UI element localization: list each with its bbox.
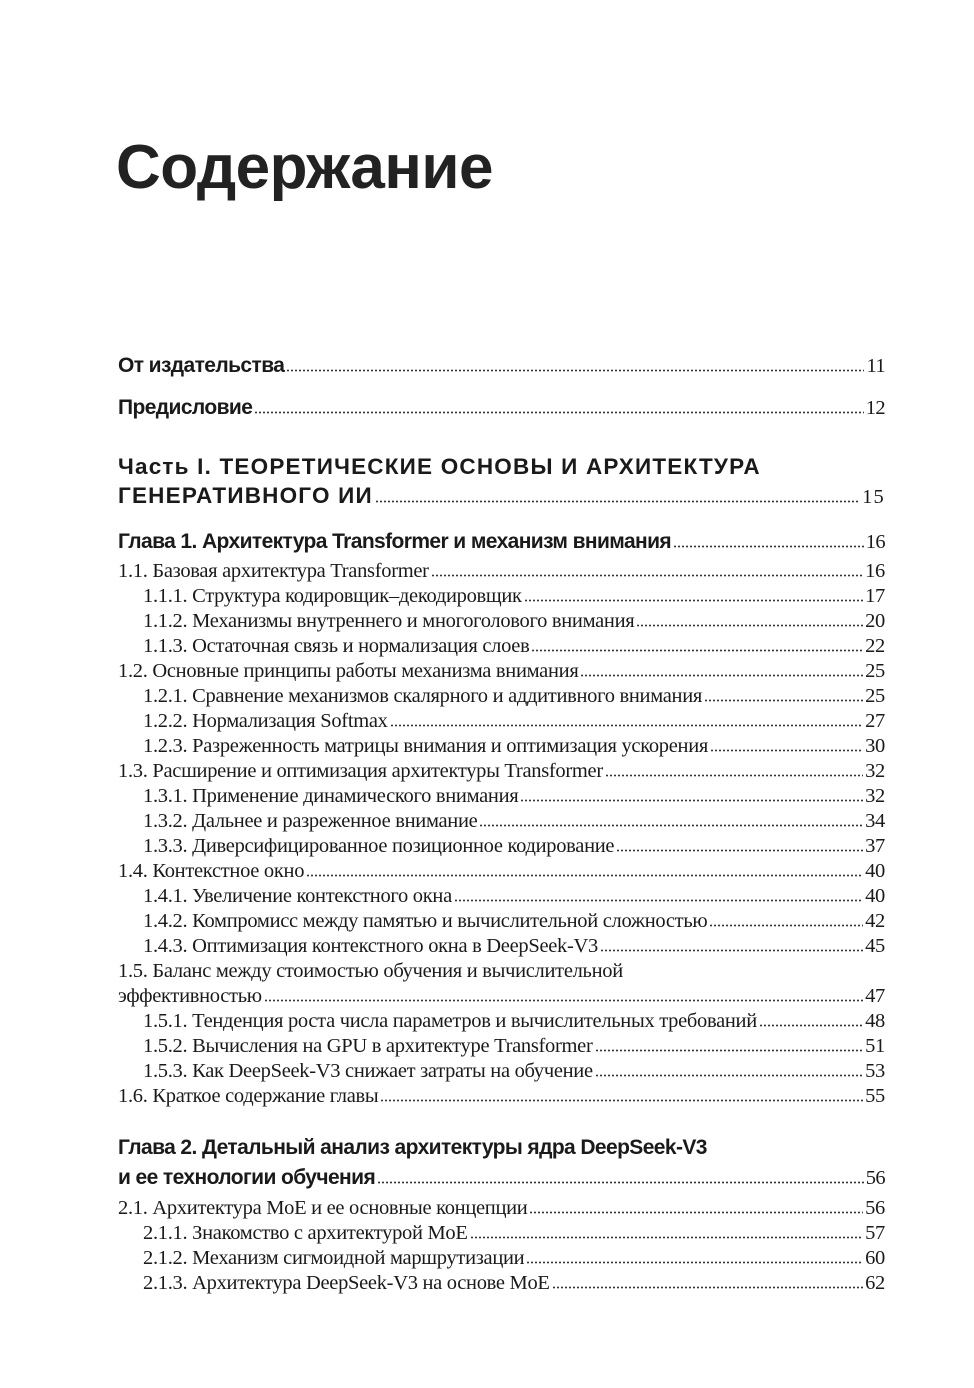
toc-entry-page: 53: [865, 1060, 885, 1082]
dot-leader: [286, 369, 864, 372]
toc-entry[interactable]: [118, 527, 885, 557]
toc-entry-title: 2.1.3. Архитектура DeepSeek-V3 на основе MoE: [143, 1272, 550, 1294]
toc-entry-page: 12: [865, 397, 885, 419]
toc-entry[interactable]: [118, 1060, 885, 1085]
toc-entry-page: 56: [865, 1167, 885, 1189]
toc-entry[interactable]: [118, 610, 885, 635]
dot-leader: [470, 1236, 864, 1239]
toc-entry[interactable]: [118, 1133, 885, 1193]
toc-entry[interactable]: [118, 1222, 885, 1247]
toc-entry-page: 25: [865, 685, 885, 707]
toc-entry-title: 1.5.1. Тенденция роста числа параметров и вычислительных требований: [143, 1010, 757, 1032]
toc-entry-title: Глава 2. Детальный анализ архитектуры ядра DeepSeek-V3: [118, 1136, 707, 1159]
dot-leader: [375, 500, 860, 503]
toc-entry-title: 1.1.2. Механизмы внутреннего и многоголового внимания: [143, 610, 635, 632]
toc-entry-page: 15: [862, 486, 885, 508]
dot-leader: [580, 674, 863, 677]
dot-leader: [520, 799, 863, 802]
toc-entry[interactable]: [118, 710, 885, 735]
dot-leader: [709, 924, 863, 927]
toc-entry[interactable]: [118, 560, 885, 585]
toc-entry-page: 27: [865, 710, 885, 732]
toc-entry[interactable]: [118, 1035, 885, 1060]
toc-entry-title: 2.1. Архитектура MoE и ее основные концепции: [118, 1197, 528, 1219]
toc-entry-title: 2.1.2. Механизм сигмоидной маршрутизации: [143, 1247, 525, 1269]
dot-leader: [600, 949, 863, 952]
toc-entry-page: 16: [865, 531, 885, 553]
dot-leader: [759, 1024, 863, 1027]
toc-entry-page: 51: [865, 1035, 885, 1057]
toc-entry-title: 1.2.2. Нормализация Softmax: [143, 710, 388, 732]
toc-entry-title: 1.3.3. Диверсифицированное позиционное кодирование: [143, 835, 615, 857]
toc-entry-title: 1.2. Основные принципы работы механизма внимания: [118, 660, 579, 682]
toc-entry-title: 1.5. Баланс между стоимостью обучения и вычислительной: [118, 960, 623, 982]
toc-entry-page: 48: [865, 1010, 885, 1032]
toc-entry-page: 47: [865, 985, 885, 1007]
toc-entry-page: 11: [866, 355, 885, 377]
dot-leader: [673, 545, 864, 548]
toc-entry-title: ГЕНЕРАТИВНОГО ИИ: [118, 483, 373, 508]
toc-entry-title: 1.2.1. Сравнение механизмов скалярного и аддитивного внимания: [143, 685, 703, 707]
toc-entry[interactable]: [118, 935, 885, 960]
toc-entry-title: От издательства: [118, 354, 285, 377]
toc-entry-page: 40: [865, 860, 885, 882]
toc-entry-page: 60: [865, 1247, 885, 1269]
dot-leader: [531, 649, 863, 652]
toc-entry-title: 1.4.2. Компромисс между памятью и вычислительной сложностью: [143, 910, 708, 932]
toc-entry[interactable]: [118, 810, 885, 835]
toc-entry[interactable]: [118, 835, 885, 860]
toc-entry-page: 17: [865, 585, 885, 607]
dot-leader: [636, 624, 863, 627]
toc-entry[interactable]: [118, 1272, 885, 1297]
toc-entry[interactable]: [118, 635, 885, 660]
dot-leader: [526, 1261, 863, 1264]
dot-leader: [380, 1099, 863, 1102]
toc-entry[interactable]: [118, 1010, 885, 1035]
toc-entry-title: 1.5.2. Вычисления на GPU в архитектуре Transformer: [143, 1035, 593, 1057]
table-of-contents: [118, 354, 885, 1297]
toc-entry-page: 34: [865, 810, 885, 832]
toc-entry[interactable]: [118, 1085, 885, 1110]
toc-entry-title: 1.6. Краткое содержание главы: [118, 1085, 379, 1107]
dot-leader: [704, 699, 863, 702]
toc-entry-title: 1.1.1. Структура кодировщик–декодировщик: [143, 585, 522, 607]
toc-entry-page: 57: [865, 1222, 885, 1244]
dot-leader: [254, 411, 863, 414]
toc-entry-page: 37: [865, 835, 885, 857]
toc-entry-title: 1.3.1. Применение динамического внимания: [143, 785, 519, 807]
dot-leader: [616, 849, 863, 852]
toc-entry[interactable]: [118, 452, 885, 510]
dot-leader: [479, 824, 863, 827]
dot-leader: [529, 1211, 863, 1214]
toc-entry-page: 32: [865, 785, 885, 807]
toc-entry-title: 1.2.3. Разреженность матрицы внимания и оптимизация ускорения: [143, 735, 708, 757]
toc-entry-title: 2.1.1. Знакомство с архитектурой MoE: [143, 1222, 468, 1244]
toc-entry-title: эффективностью: [118, 985, 262, 1007]
toc-entry-title: 1.1.3. Остаточная связь и нормализация слоев: [143, 635, 530, 657]
dot-leader: [390, 724, 863, 727]
toc-entry[interactable]: [118, 354, 885, 379]
dot-leader: [431, 574, 863, 577]
toc-entry-page: 22: [865, 635, 885, 657]
dot-leader: [264, 999, 863, 1002]
dot-leader: [595, 1049, 864, 1052]
dot-leader: [377, 1181, 864, 1184]
toc-entry-page: 20: [865, 610, 885, 632]
toc-entry-page: 42: [865, 910, 885, 932]
page-title: Содержание: [116, 133, 493, 202]
toc-entry-title: 1.3.2. Дальнее и разреженное внимание: [143, 810, 478, 832]
toc-entry-title: Глава 1. Архитектура Transformer и механизм внимания: [118, 530, 672, 553]
toc-entry[interactable]: [118, 760, 885, 785]
toc-entry-title: Предисловие: [118, 396, 253, 419]
dot-leader: [524, 599, 863, 602]
toc-entry-page: 30: [865, 735, 885, 757]
dot-leader: [605, 774, 863, 777]
toc-entry-page: 45: [865, 935, 885, 957]
toc-entry[interactable]: [118, 960, 885, 1010]
toc-entry[interactable]: [118, 685, 885, 710]
toc-entry-page: 62: [865, 1272, 885, 1294]
toc-entry-page: 16: [865, 560, 885, 582]
dot-leader: [454, 899, 863, 902]
toc-entry-page: 55: [865, 1085, 885, 1107]
toc-entry[interactable]: [118, 860, 885, 885]
dot-leader: [710, 749, 863, 752]
toc-entry-title: 1.4. Контекстное окно: [118, 860, 305, 882]
dot-leader: [595, 1074, 863, 1077]
toc-entry-title: 1.4.1. Увеличение контекстного окна: [143, 885, 452, 907]
toc-entry[interactable]: [118, 885, 885, 910]
toc-entry-title: Часть I. ТЕОРЕТИЧЕСКИЕ ОСНОВЫ И АРХИТЕКТУРА: [118, 454, 761, 479]
dot-leader: [306, 874, 863, 877]
toc-entry-page: 56: [865, 1197, 885, 1219]
toc-entry-title: 1.4.3. Оптимизация контекстного окна в DeepSeek-V3: [143, 935, 598, 957]
toc-entry[interactable]: [118, 1197, 885, 1222]
toc-entry-page: 40: [865, 885, 885, 907]
toc-entry-page: 32: [865, 760, 885, 782]
toc-entry[interactable]: [118, 660, 885, 685]
toc-entry[interactable]: [118, 910, 885, 935]
toc-entry[interactable]: [118, 396, 885, 421]
toc-entry-title: 1.5.3. Как DeepSeek-V3 снижает затраты на обучение: [143, 1060, 593, 1082]
toc-entry-title: и ее технологии обучения: [118, 1166, 376, 1189]
toc-entry[interactable]: [118, 785, 885, 810]
toc-entry-title: 1.3. Расширение и оптимизация архитектуры Transformer: [118, 760, 603, 782]
toc-entry[interactable]: [118, 1247, 885, 1272]
toc-entry[interactable]: [118, 585, 885, 610]
toc-entry-title: 1.1. Базовая архитектура Transformer: [118, 560, 429, 582]
toc-entry-page: 25: [865, 660, 885, 682]
dot-leader: [552, 1286, 863, 1289]
toc-entry[interactable]: [118, 735, 885, 760]
